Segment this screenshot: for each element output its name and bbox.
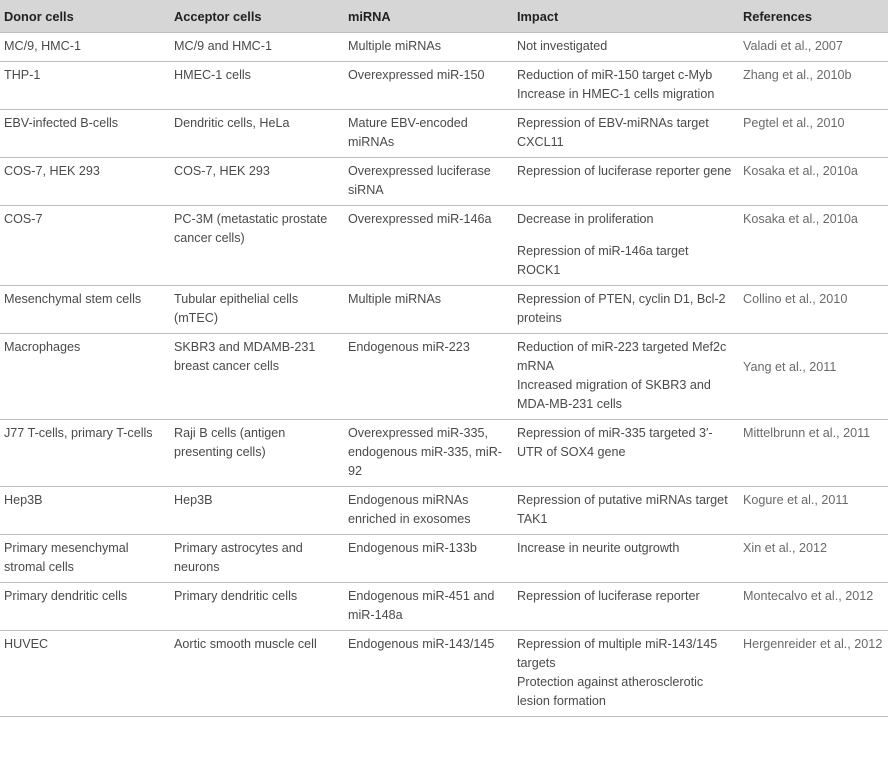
acceptor-cell: Hep3B [170,487,344,535]
impact-item: Not investigated [517,39,608,53]
reference-cell: Kosaka et al., 2010a [739,158,888,206]
impact-item: Repression of miR-335 targeted 3′-UTR of SOX4 gene [517,426,713,459]
reference-cell: Valadi et al., 2007 [739,33,888,62]
impact-item: Repression of miR-146a target ROCK1 [517,244,689,277]
table-row [0,631,888,717]
impact-cell [513,420,739,487]
impact-cell [513,583,739,631]
header-mirna: miRNA [344,0,513,33]
mirna-cell: Endogenous miRNAs enriched in exosomes [344,487,513,535]
mirna-cell: Endogenous miR-451 and miR-148a [344,583,513,631]
impact-cell [513,158,739,206]
reference-cell: Pegtel et al., 2010 [739,110,888,158]
impact-item: Decrease in proliferation [517,212,654,226]
mirna-cell: Mature EBV-encoded miRNAs [344,110,513,158]
impact-item: Protection against atherosclerotic lesion formation [517,675,704,708]
impact-item: Repression of multiple miR-143/145 targets [517,637,718,670]
donor-cell: J77 T-cells, primary T-cells [0,420,170,487]
acceptor-cell: Aortic smooth muscle cell [170,631,344,717]
header-acceptor-cells: Acceptor cells [170,0,344,33]
donor-cell: Primary mesenchymal stromal cells [0,535,170,583]
impact-item: Increase in HMEC-1 cells migration [517,87,715,101]
mirna-cell: Overexpressed luciferase siRNA [344,158,513,206]
reference-cell: Montecalvo et al., 2012 [739,583,888,631]
table-row [0,420,888,487]
acceptor-cell: Raji B cells (antigen presenting cells) [170,420,344,487]
acceptor-cell: COS-7, HEK 293 [170,158,344,206]
table-row [0,33,888,62]
acceptor-cell: HMEC-1 cells [170,62,344,110]
donor-cell: MC/9, HMC-1 [0,33,170,62]
donor-cell: Mesenchymal stem cells [0,286,170,334]
reference-cell: Mittelbrunn et al., 2011 [739,420,888,487]
reference-cell: Xin et al., 2012 [739,535,888,583]
donor-cell: Primary dendritic cells [0,583,170,631]
donor-cell: COS-7 [0,206,170,286]
table-row [0,62,888,110]
donor-cell: EBV-infected B-cells [0,110,170,158]
header-donor-cells: Donor cells [0,0,170,33]
mirna-cell: Overexpressed miR-146a [344,206,513,286]
impact-cell [513,286,739,334]
mirna-cell: Endogenous miR-143/145 [344,631,513,717]
impact-item: Repression of putative miRNAs target TAK1 [517,493,728,526]
impact-item: Repression of PTEN, cyclin D1, Bcl-2 proteins [517,292,726,325]
acceptor-cell: PC-3M (metastatic prostate cancer cells) [170,206,344,286]
impact-cell [513,206,739,286]
impact-cell [513,535,739,583]
reference-cell: Collino et al., 2010 [739,286,888,334]
mirna-cell: Endogenous miR-223 [344,334,513,420]
donor-cell: COS-7, HEK 293 [0,158,170,206]
donor-cell: THP-1 [0,62,170,110]
table-row [0,286,888,334]
acceptor-cell: Dendritic cells, HeLa [170,110,344,158]
donor-cell: Macrophages [0,334,170,420]
donor-cell: Hep3B [0,487,170,535]
mirna-cell: Overexpressed miR-150 [344,62,513,110]
acceptor-cell: SKBR3 and MDAMB-231 breast cancer cells [170,334,344,420]
header-impact: Impact [513,0,739,33]
reference-cell: Yang et al., 2011 [739,334,888,420]
impact-item: Increased migration of SKBR3 and MDA-MB-231 cells [517,378,711,411]
impact-item: Increase in neurite outgrowth [517,541,680,555]
table-row [0,334,888,420]
reference-cell: Kogure et al., 2011 [739,487,888,535]
acceptor-cell: Tubular epithelial cells (mTEC) [170,286,344,334]
impact-item: Repression of luciferase reporter gene [517,164,732,178]
mirna-cell: Overexpressed miR-335, endogenous miR-335, miR-92 [344,420,513,487]
table-row [0,583,888,631]
impact-item: Repression of luciferase reporter [517,589,700,603]
mirna-cell: Multiple miRNAs [344,286,513,334]
impact-cell [513,33,739,62]
impact-item: Reduction of miR-150 target c-Myb [517,68,713,82]
reference-cell: Hergenreider et al., 2012 [739,631,888,717]
acceptor-cell: Primary astrocytes and neurons [170,535,344,583]
table-row [0,110,888,158]
impact-cell [513,334,739,420]
reference-cell: Kosaka et al., 2010a [739,206,888,286]
mirna-cell: Multiple miRNAs [344,33,513,62]
donor-cell: HUVEC [0,631,170,717]
impact-item: Reduction of miR-223 targeted Mef2c mRNA [517,340,727,373]
table-row [0,158,888,206]
table-row [0,487,888,535]
mirna-cell: Endogenous miR-133b [344,535,513,583]
impact-cell [513,110,739,158]
table-row [0,535,888,583]
impact-cell [513,487,739,535]
reference-cell: Zhang et al., 2010b [739,62,888,110]
impact-item: Repression of EBV-miRNAs target CXCL11 [517,116,709,149]
header-references: References [739,0,888,33]
impact-cell [513,631,739,717]
impact-cell [513,62,739,110]
acceptor-cell: Primary dendritic cells [170,583,344,631]
acceptor-cell: MC/9 and HMC-1 [170,33,344,62]
table-row [0,206,888,286]
header-row [0,0,888,33]
